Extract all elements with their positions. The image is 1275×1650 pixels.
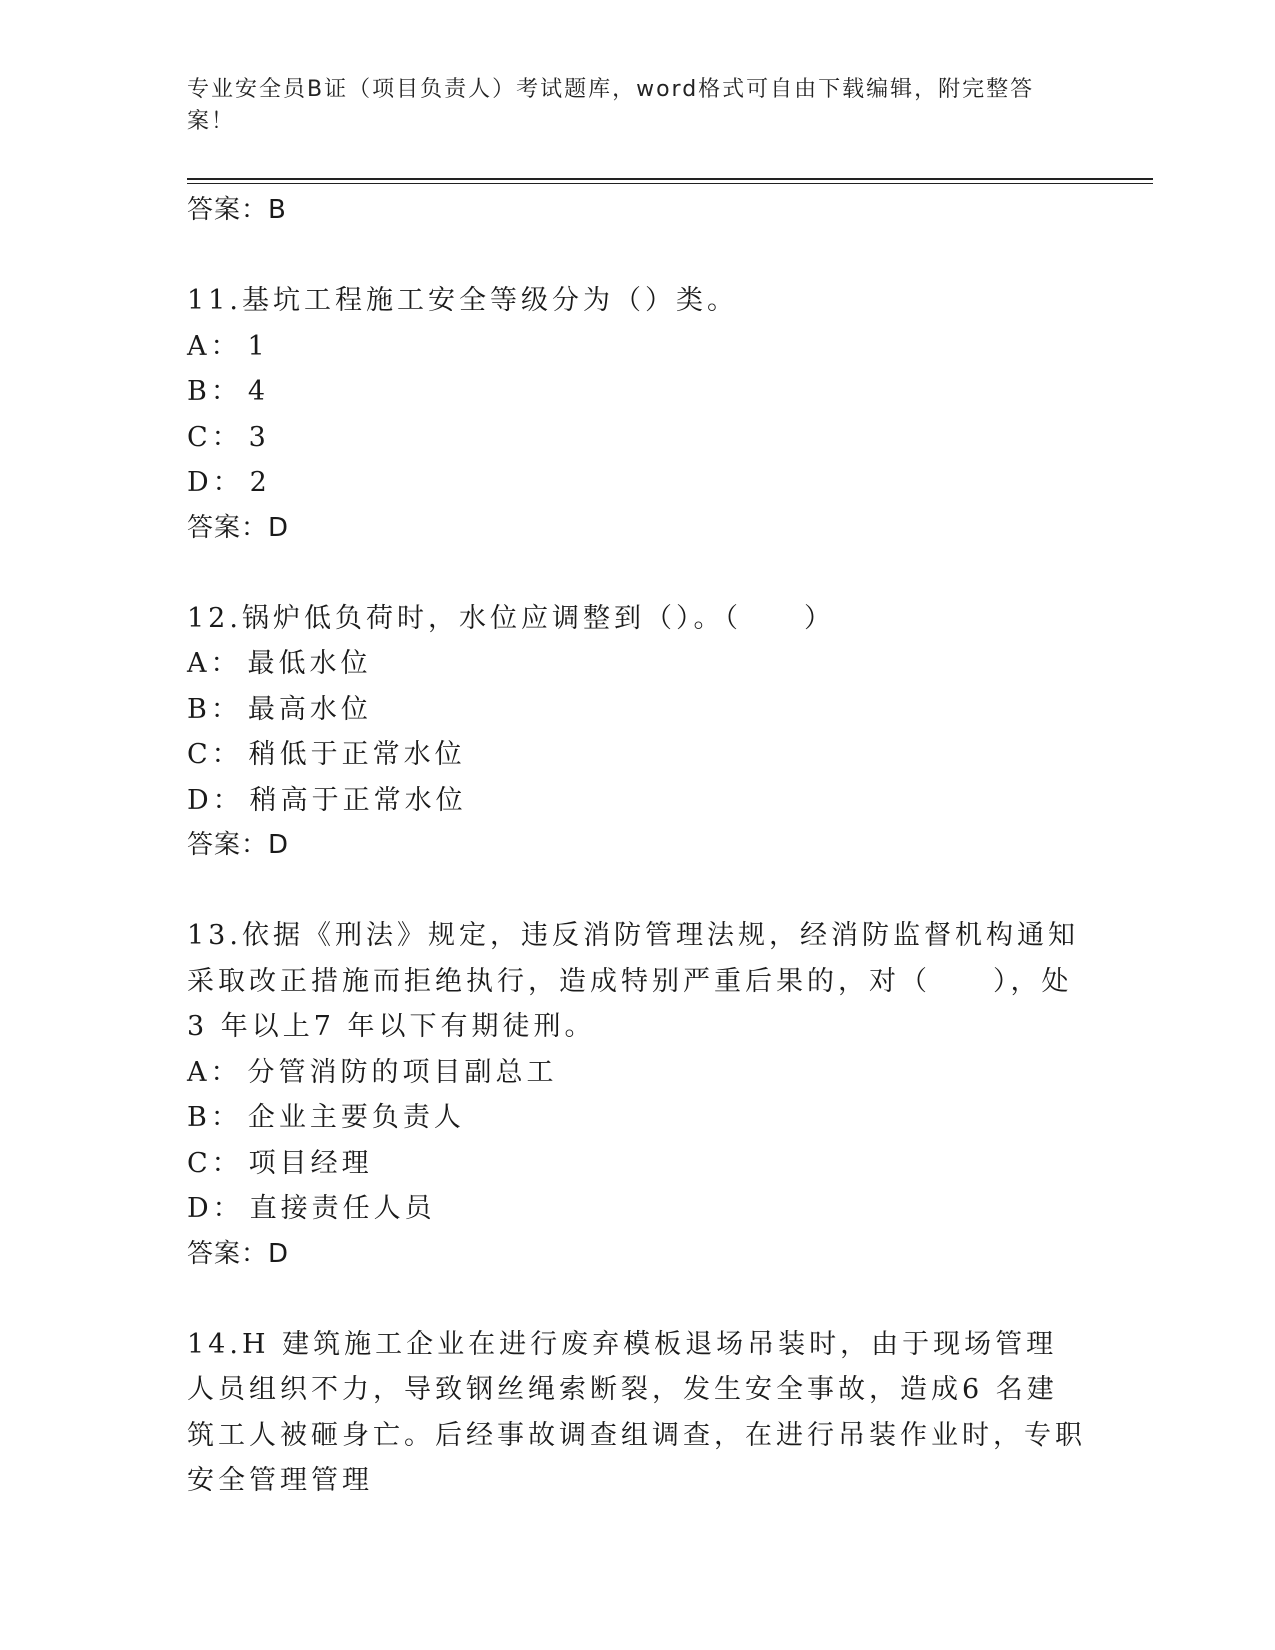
option-letter: A： [187,330,242,362]
option-text: 稍高于正常水位 [249,784,467,816]
option-d [187,460,1087,506]
option-c [187,415,1087,461]
question-11 [187,278,1087,551]
option-c [187,732,1087,778]
question-13 [187,913,1087,1277]
header-rule-thick [187,178,1153,180]
option-letter: A： [187,1056,242,1088]
option-d [187,1186,1087,1232]
option-text: 2 [249,467,271,498]
option-b [187,369,1087,415]
option-letter: C： [187,421,243,453]
option-letter: C： [187,1147,243,1179]
document-body [187,188,1087,1504]
answer-line: 答案：D [187,512,290,543]
option-c [187,1141,1087,1187]
question-14 [187,1322,1087,1504]
option-b [187,687,1087,733]
option-text: 企业主要负责人 [247,1102,465,1133]
question-stem: 12.锅炉低负荷时，水位应调整到（）。（ ） [187,602,835,634]
option-letter: B： [187,693,242,725]
document-header [187,74,1067,138]
option-text: 3 [248,421,270,453]
answer-line: 答案：D [187,1238,290,1269]
option-text: 分管消防的项目副总工 [247,1056,558,1088]
option-d [187,778,1087,824]
option-text: 项目经理 [248,1147,373,1179]
answer-line: 答案：D [187,830,290,860]
option-b [187,1095,1087,1141]
option-text: 最低水位 [247,648,372,679]
option-text: 直接责任人员 [249,1193,436,1224]
option-letter: B： [187,376,242,407]
option-letter: D： [187,784,244,816]
question-12 [187,596,1087,869]
option-letter: D： [187,1193,244,1224]
option-text: 1 [247,330,269,362]
option-letter: A： [187,648,242,679]
question-stem: 13.依据《刑法》规定，违反消防管理法规，经消防监督机构通知采取改正措施而拒绝执行，造成特别严重后果的，对（ ），处3 年以上7 年以下有期徒刑。 [187,920,1079,1042]
option-text: 4 [247,376,270,407]
option-a [187,324,1087,370]
header-text: 专业安全员B证（项目负责人）考试题库，word格式可自由下载编辑，附完整答案！ [187,77,1035,134]
option-text: 最高水位 [247,693,372,725]
option-letter: C： [187,739,243,770]
header-rule-thin [187,183,1153,184]
option-a [187,641,1087,687]
option-letter: D： [187,467,244,498]
question-stem: 14.H 建筑施工企业在进行废弃模板退场吊装时，由于现场管理人员组织不力，导致钢丝绳索断裂，发生安全事故，造成6 名建筑工人被砸身亡。后经事故调查组调查，在进行吊装作业时，专职安全管理管理 [187,1328,1086,1496]
question-stem: 11.基坑工程施工安全等级分为（）类。 [187,285,738,316]
option-text: 稍低于正常水位 [248,739,466,770]
option-letter: B： [187,1102,242,1133]
answer-line: 答案：B [187,195,287,225]
option-a [187,1050,1087,1096]
